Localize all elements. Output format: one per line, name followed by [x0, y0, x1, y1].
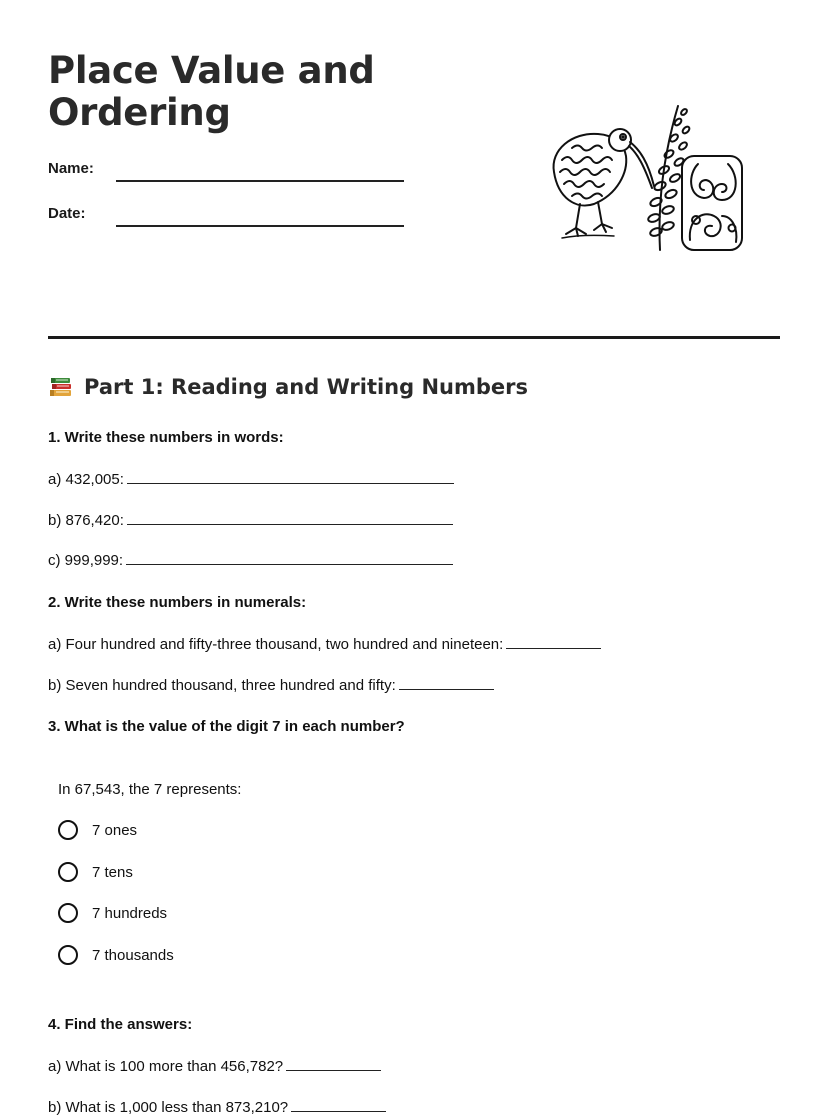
q2-item-a — [48, 634, 601, 653]
question-4-heading: 4. Find the answers: — [48, 1016, 193, 1033]
option-7-thousands[interactable] — [58, 945, 174, 965]
q1-item-b — [48, 510, 453, 529]
option-7-tens[interactable] — [58, 862, 133, 882]
part-1-title: Part 1: Reading and Writing Numbers — [84, 375, 529, 399]
radio-button[interactable] — [58, 945, 78, 965]
books-icon — [48, 374, 74, 400]
name-label: Name: — [48, 160, 94, 177]
q4-answer-b[interactable] — [291, 1097, 386, 1112]
question-1-heading: 1. Write these numbers in words: — [48, 429, 284, 446]
name-field[interactable] — [116, 180, 404, 182]
q2-item-b — [48, 675, 494, 694]
option-label: 7 ones — [92, 821, 138, 839]
q4-item-a-label: a) What is 100 more than 456,782? — [48, 1058, 284, 1075]
title-line-1: Place Value and — [48, 49, 375, 92]
radio-button[interactable] — [58, 820, 78, 840]
date-field[interactable] — [116, 225, 404, 227]
q4-item-b-label: b) What is 1,000 less than 873,210? — [48, 1099, 289, 1116]
date-label: Date: — [48, 205, 86, 222]
q1-item-a — [48, 469, 454, 488]
q1-item-c — [48, 550, 453, 569]
radio-button[interactable] — [58, 903, 78, 923]
option-label: 7 thousands — [92, 946, 174, 964]
q1-answer-b[interactable] — [127, 510, 453, 525]
q1-item-a-label: a) 432,005: — [48, 471, 124, 488]
q1-answer-a[interactable] — [127, 469, 454, 484]
q2-answer-b[interactable] — [399, 675, 494, 690]
question-3-prompt: In 67,543, the 7 represents: — [58, 781, 242, 798]
q2-answer-a[interactable] — [506, 634, 601, 649]
q2-item-b-label: b) Seven hundred thousand, three hundred and fifty: — [48, 677, 396, 694]
q2-item-a-label: a) Four hundred and fifty-three thousand, two hundred and nineteen: — [48, 636, 504, 653]
option-7-ones[interactable] — [58, 820, 137, 840]
q4-item-b — [48, 1097, 386, 1116]
q4-item-a — [48, 1056, 381, 1075]
title-line-2: Ordering — [48, 91, 231, 134]
part-1-heading — [48, 374, 528, 400]
question-3-heading: 3. What is the value of the digit 7 in each number? — [48, 718, 405, 735]
option-label: 7 tens — [92, 863, 133, 881]
option-label: 7 hundreds — [92, 904, 168, 922]
q4-answer-a[interactable] — [286, 1056, 381, 1071]
option-7-hundreds[interactable] — [58, 903, 167, 923]
question-2-heading: 2. Write these numbers in numerals: — [48, 594, 307, 611]
q1-item-b-label: b) 876,420: — [48, 512, 124, 529]
radio-button[interactable] — [58, 862, 78, 882]
q1-item-c-label: c) 999,999: — [48, 552, 124, 569]
q1-answer-c[interactable] — [126, 550, 453, 565]
kiwi-bird-fern-koru-illustration — [532, 100, 748, 256]
section-divider — [48, 336, 780, 339]
page-title — [48, 50, 375, 134]
